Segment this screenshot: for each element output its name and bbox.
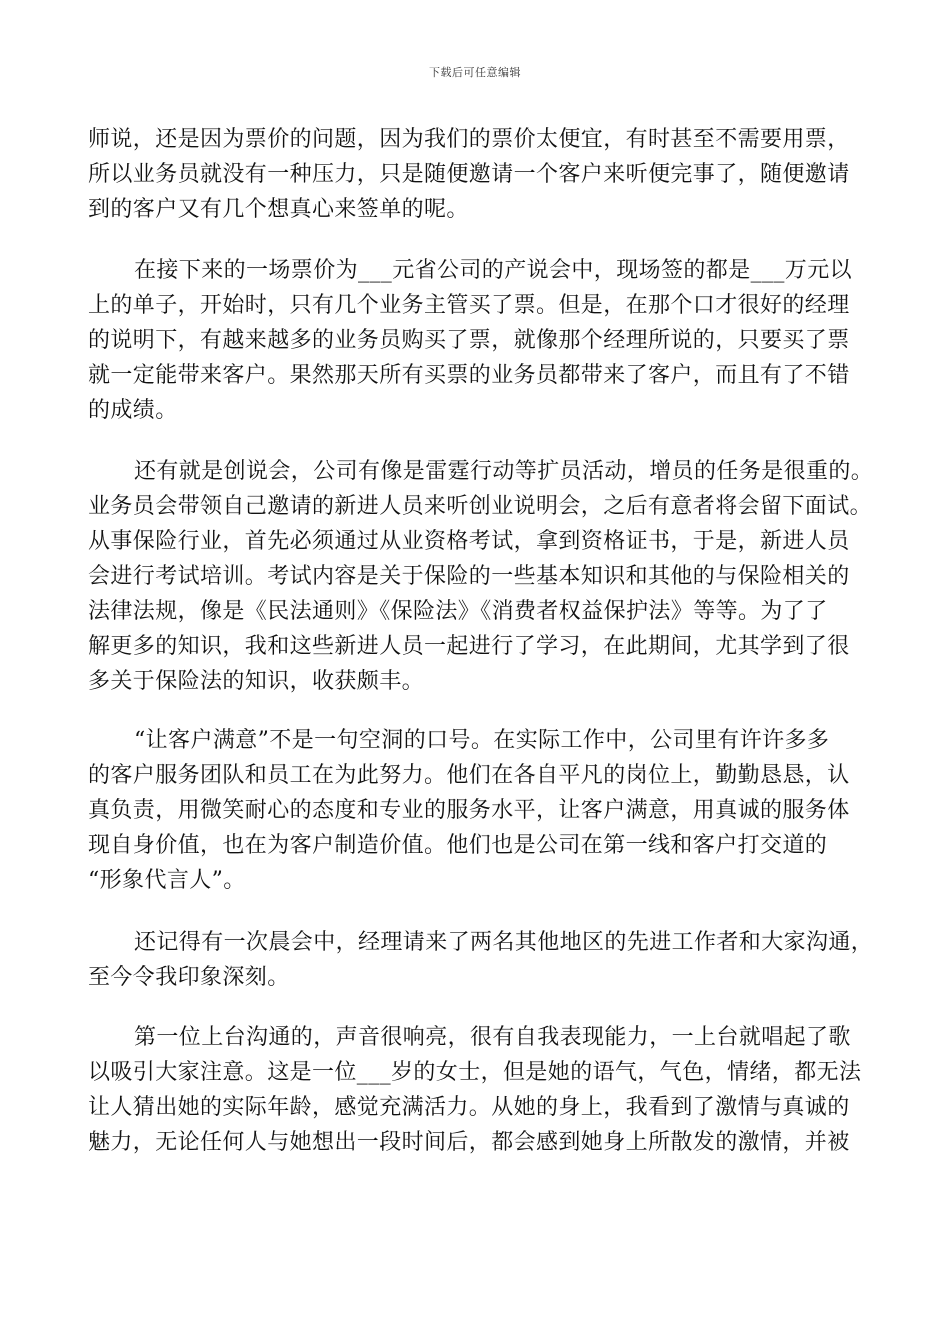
paragraph-3-line-5: 法律法规，像是《民法通则》《保险法》《消费者权益保护法》等等。为了了 xyxy=(88,599,828,624)
paragraph-1-line-3: 到的客户又有几个想真心来签单的呢。 xyxy=(88,197,469,222)
paragraph-2-line-2: 上的单子，开始时，只有几个业务主管买了票。但是，在那个口才很好的经理 xyxy=(88,293,850,318)
paragraph-3-line-2: 业务员会带领自己邀请的新进人员来听创业说明会，之后有意者将会留下面试。 xyxy=(88,494,873,519)
paragraph-2-line-1: 在接下来的一场票价为___元省公司的产说会中，现场签的都是___万元以 xyxy=(134,258,853,283)
paragraph-3-line-3: 从事保险行业，首先必须通过从业资格考试，拿到资格证书，于是，新进人员 xyxy=(88,529,850,554)
paragraph-5-line-2: 至今令我印象深刻。 xyxy=(88,965,290,990)
paragraph-4-line-2: 的客户服务团队和员工在为此努力。他们在各自平凡的岗位上，勤勤恳恳，认 xyxy=(88,763,850,788)
paragraph-4-line-1: “让客户满意”不是一句空洞的口号。在实际工作中，公司里有许许多多 xyxy=(134,728,830,753)
paragraph-2-line-3: 的说明下，有越来越多的业务员购买了票，就像那个经理所说的，只要买了票 xyxy=(88,328,850,353)
paragraph-4-line-3: 真负责，用微笑耐心的态度和专业的服务水平，让客户满意，用真诚的服务体 xyxy=(88,798,850,823)
paragraph-4-line-5: “形象代言人”。 xyxy=(88,868,246,893)
paragraph-6-line-4: 魅力，无论任何人与她想出一段时间后，都会感到她身上所散发的激情，并被 xyxy=(88,1130,850,1155)
page-header: 下载后可任意编辑 xyxy=(429,66,521,79)
paragraph-3-line-1: 还有就是创说会，公司有像是雷霆行动等扩员活动，增员的任务是很重的。 xyxy=(134,459,874,484)
paragraph-2-line-4: 就一定能带来客户。果然那天所有买票的业务员都带来了客户，而且有了不错 xyxy=(88,363,850,388)
paragraph-6-line-3: 让人猜出她的实际年龄，感觉充满活力。从她的身上，我看到了激情与真诚的 xyxy=(88,1095,850,1120)
paragraph-5-line-1: 还记得有一次晨会中，经理请来了两名其他地区的先进工作者和大家沟通， xyxy=(134,930,874,955)
paragraph-1-line-1: 师说，还是因为票价的问题，因为我们的票价太便宜，有时甚至不需要用票， xyxy=(88,127,850,152)
paragraph-4-line-4: 现自身价值，也在为客户制造价值。他们也是公司在第一线和客户打交道的 xyxy=(88,833,828,858)
paragraph-2-line-5: 的成绩。 xyxy=(88,398,178,423)
paragraph-1-line-2: 所以业务员就没有一种压力，只是随便邀请一个客户来听便完事了，随便邀请 xyxy=(88,162,850,187)
paragraph-3-line-4: 会进行考试培训。考试内容是关于保险的一些基本知识和其他的与保险相关的 xyxy=(88,564,850,589)
paragraph-6-line-2: 以吸引大家注意。这是一位___岁的女士，但是她的语气，气色，情绪，都无法 xyxy=(88,1060,862,1085)
paragraph-3-line-6: 解更多的知识，我和这些新进人员一起进行了学习，在此期间，尤其学到了很 xyxy=(88,634,850,659)
paragraph-3-line-7: 多关于保险法的知识，收获颇丰。 xyxy=(88,669,425,694)
paragraph-6-line-1: 第一位上台沟通的，声音很响亮，很有自我表现能力，一上台就唱起了歌 xyxy=(134,1025,851,1050)
